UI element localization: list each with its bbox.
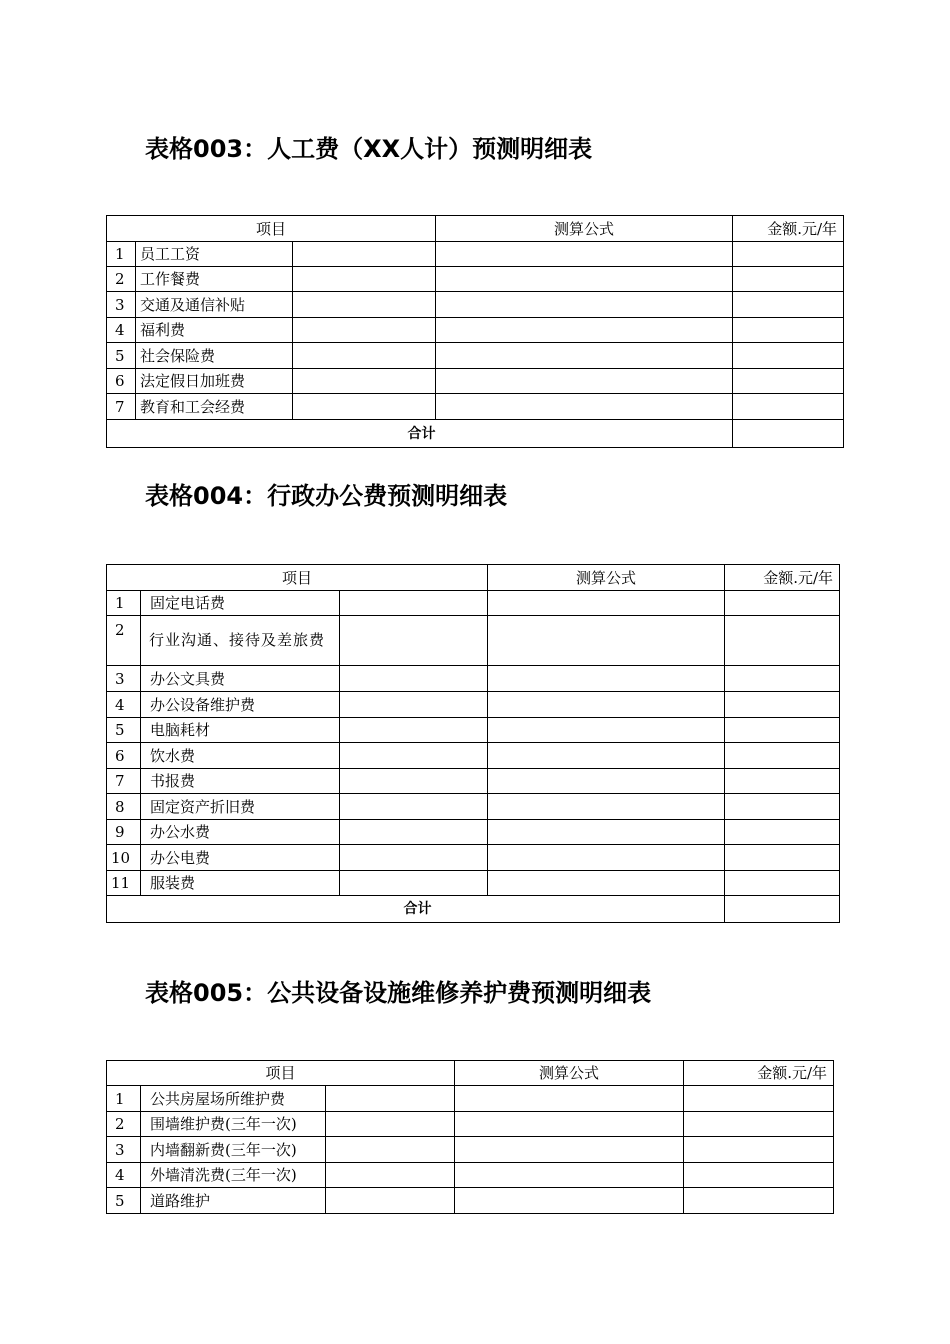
row-formula [488,845,725,871]
total-amount [725,896,840,923]
row-number: 5 [107,718,141,743]
row-amount [725,845,840,871]
row-number: 2 [107,1112,141,1137]
row-amount [725,794,840,820]
row-blank [326,1163,455,1188]
table-row [107,343,844,369]
row-blank [326,1188,455,1214]
header-amount: 金额.元/年 [684,1061,834,1086]
row-formula [488,616,725,666]
row-name: 固定资产折旧费 [141,794,340,820]
row-number: 1 [107,591,141,616]
row-formula [455,1188,684,1214]
row-name: 饮水费 [141,743,340,769]
row-number: 7 [107,394,136,420]
header-item: 项目 [107,565,488,591]
row-amount [684,1163,834,1188]
row-name: 办公水费 [141,820,340,845]
row-number: 5 [107,1188,141,1214]
row-blank [340,591,488,616]
header-formula: 测算公式 [488,565,725,591]
row-number: 1 [107,1086,141,1112]
table-row [107,718,840,743]
row-name: 书报费 [141,769,340,794]
header-amount: 金额.元/年 [725,565,840,591]
row-formula [488,820,725,845]
row-name: 教育和工会经费 [136,394,293,420]
table-row [107,267,844,292]
table-row [107,318,844,343]
row-formula [488,871,725,896]
row-blank [326,1112,455,1137]
table-003-title: 表格003：人工费（XX人计）预测明细表 [145,135,593,163]
table-row [107,394,844,420]
row-formula [488,769,725,794]
row-blank [340,871,488,896]
table-row [107,743,840,769]
row-amount [733,267,844,292]
row-formula [436,394,733,420]
header-item: 项目 [107,216,436,242]
row-amount [733,242,844,267]
row-amount [733,318,844,343]
row-formula [455,1086,684,1112]
row-blank [293,343,436,369]
row-formula [436,242,733,267]
row-blank [293,242,436,267]
table-row [107,794,840,820]
row-amount [733,343,844,369]
row-formula [455,1163,684,1188]
table-row [107,1163,834,1188]
row-blank [340,820,488,845]
row-blank [293,369,436,394]
row-number: 11 [107,871,141,896]
table-row [107,666,840,692]
row-number: 4 [107,318,136,343]
header-item: 项目 [107,1061,455,1086]
row-amount [725,820,840,845]
row-amount [725,666,840,692]
row-blank [340,769,488,794]
row-formula [455,1137,684,1163]
row-number: 6 [107,369,136,394]
row-name: 员工工资 [136,242,293,267]
total-label: 合计 [107,896,725,923]
row-blank [293,318,436,343]
row-blank [293,267,436,292]
row-name: 围墙维护费(三年一次) [141,1112,326,1137]
row-number: 3 [107,666,141,692]
row-name: 公共房屋场所维护费 [141,1086,326,1112]
row-blank [340,743,488,769]
table-row [107,769,840,794]
row-formula [436,318,733,343]
row-number: 3 [107,292,136,318]
row-number: 7 [107,769,141,794]
table-row [107,1086,834,1112]
table-header-row [107,216,844,242]
header-amount: 金额.元/年 [733,216,844,242]
row-name: 外墙清洗费(三年一次) [141,1163,326,1188]
row-name: 办公电费 [141,845,340,871]
row-formula [488,794,725,820]
table-row [107,292,844,318]
row-name: 交通及通信补贴 [136,292,293,318]
row-blank [293,292,436,318]
row-name: 道路维护 [141,1188,326,1214]
row-name: 行业沟通、接待及差旅费 [141,616,340,666]
total-amount [733,420,844,448]
row-amount [725,743,840,769]
row-amount [725,692,840,718]
row-blank [340,692,488,718]
row-amount [733,369,844,394]
row-amount [725,718,840,743]
row-number: 4 [107,1163,141,1188]
row-amount [725,769,840,794]
row-number: 2 [107,616,141,666]
row-number: 3 [107,1137,141,1163]
row-number: 4 [107,692,141,718]
row-amount [725,871,840,896]
table-row [107,242,844,267]
row-name: 工作餐费 [136,267,293,292]
table-row [107,591,840,616]
row-amount [684,1137,834,1163]
row-blank [326,1086,455,1112]
row-amount [684,1086,834,1112]
row-blank [340,845,488,871]
table-header-row [107,565,840,591]
table-row [107,1188,834,1214]
row-amount [733,292,844,318]
row-formula [488,591,725,616]
row-number: 2 [107,267,136,292]
row-name: 社会保险费 [136,343,293,369]
row-number: 9 [107,820,141,845]
table-004-title: 表格004：行政办公费预测明细表 [145,482,508,510]
header-formula: 测算公式 [436,216,733,242]
table-row [107,1137,834,1163]
total-label: 合计 [107,420,733,448]
table-row [107,369,844,394]
row-formula [436,369,733,394]
table-row [107,616,840,666]
row-blank [340,794,488,820]
row-formula [488,692,725,718]
row-name: 电脑耗材 [141,718,340,743]
row-amount [684,1188,834,1214]
row-blank [340,666,488,692]
table-004 [106,564,840,923]
row-formula [488,743,725,769]
table-row [107,692,840,718]
row-name: 办公设备维护费 [141,692,340,718]
row-number: 10 [107,845,141,871]
row-amount [684,1112,834,1137]
row-name: 固定电话费 [141,591,340,616]
table-total-row [107,420,844,448]
row-blank [340,718,488,743]
header-formula: 测算公式 [455,1061,684,1086]
table-005-title: 表格005：公共设备设施维修养护费预测明细表 [145,979,652,1007]
row-amount [733,394,844,420]
table-row [107,871,840,896]
row-amount [725,591,840,616]
table-header-row [107,1061,834,1086]
table-row [107,820,840,845]
row-number: 6 [107,743,141,769]
row-name: 福利费 [136,318,293,343]
row-blank [340,616,488,666]
row-formula [488,666,725,692]
row-number: 8 [107,794,141,820]
table-row [107,1112,834,1137]
row-number: 1 [107,242,136,267]
table-total-row [107,896,840,923]
row-amount [725,616,840,666]
row-formula [436,292,733,318]
row-blank [293,394,436,420]
table-005 [106,1060,834,1214]
row-formula [436,343,733,369]
row-name: 办公文具费 [141,666,340,692]
row-name: 法定假日加班费 [136,369,293,394]
row-blank [326,1137,455,1163]
row-number: 5 [107,343,136,369]
row-formula [455,1112,684,1137]
row-formula [436,267,733,292]
row-name: 内墙翻新费(三年一次) [141,1137,326,1163]
row-formula [488,718,725,743]
table-003 [106,215,844,448]
row-name: 服装费 [141,871,340,896]
table-row [107,845,840,871]
